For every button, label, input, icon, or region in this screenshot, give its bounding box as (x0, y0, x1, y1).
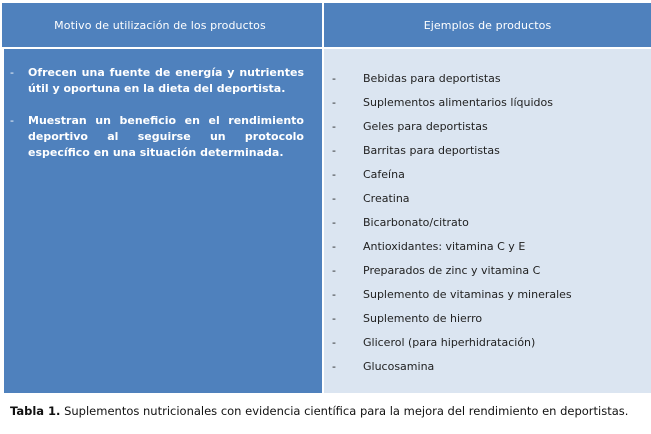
product-item (332, 91, 641, 115)
product-bullet: - (332, 96, 336, 109)
caption-text: Suplementos nutricionales con evidencia científica para la mejora del rendimiento en deportistas. (60, 404, 629, 418)
product-text: Geles para deportistas (363, 120, 488, 133)
product-item (332, 163, 641, 187)
product-text: Suplementos alimentarios líquidos (363, 96, 553, 109)
product-list (332, 67, 641, 379)
reason-item (10, 113, 304, 161)
product-bullet: - (332, 216, 336, 229)
product-bullet: - (332, 72, 336, 85)
product-item (332, 307, 641, 331)
product-item (332, 115, 641, 139)
product-item (332, 331, 641, 355)
product-item (332, 235, 641, 259)
caption-label: Tabla 1. (10, 404, 61, 418)
reason-item (10, 65, 304, 97)
product-text: Bebidas para deportistas (363, 72, 501, 85)
product-text: Suplemento de vitaminas y minerales (363, 288, 572, 301)
product-bullet: - (332, 288, 336, 301)
reason-bullet: - (10, 66, 14, 79)
column-header-products: Ejemplos de productos (324, 3, 651, 47)
products-cell (324, 49, 651, 393)
reason-bullet: - (10, 114, 14, 127)
product-text: Glicerol (para hiperhidratación) (363, 336, 536, 349)
product-bullet: - (332, 336, 336, 349)
product-text: Antioxidantes: vitamina C y E (363, 240, 526, 253)
product-bullet: - (332, 192, 336, 205)
reason-text: Ofrecen una fuente de energía y nutrientes útil y oportuna en la dieta del deportista. (28, 66, 304, 95)
product-item (332, 67, 641, 91)
product-item (332, 259, 641, 283)
supplements-table (2, 3, 649, 391)
product-text: Bicarbonato/citrato (363, 216, 469, 229)
product-bullet: - (332, 168, 336, 181)
product-bullet: - (332, 144, 336, 157)
reason-text: Muestran un beneficio en el rendimiento deportivo al seguirse un protocolo específico en una situación determinada. (28, 114, 304, 159)
product-item (332, 355, 641, 379)
product-text: Creatina (363, 192, 410, 205)
product-item (332, 187, 641, 211)
product-text: Preparados de zinc y vitamina C (363, 264, 541, 277)
product-text: Glucosamina (363, 360, 435, 373)
product-item (332, 283, 641, 307)
product-text: Suplemento de hierro (363, 312, 483, 325)
product-text: Cafeína (363, 168, 405, 181)
reasons-cell (2, 49, 322, 393)
table-caption (10, 404, 628, 418)
product-bullet: - (332, 312, 336, 325)
product-item (332, 139, 641, 163)
product-bullet: - (332, 240, 336, 253)
product-item (332, 211, 641, 235)
product-bullet: - (332, 360, 336, 373)
column-header-reason: Motivo de utilización de los productos (2, 3, 322, 47)
product-bullet: - (332, 264, 336, 277)
product-bullet: - (332, 120, 336, 133)
product-text: Barritas para deportistas (363, 144, 500, 157)
